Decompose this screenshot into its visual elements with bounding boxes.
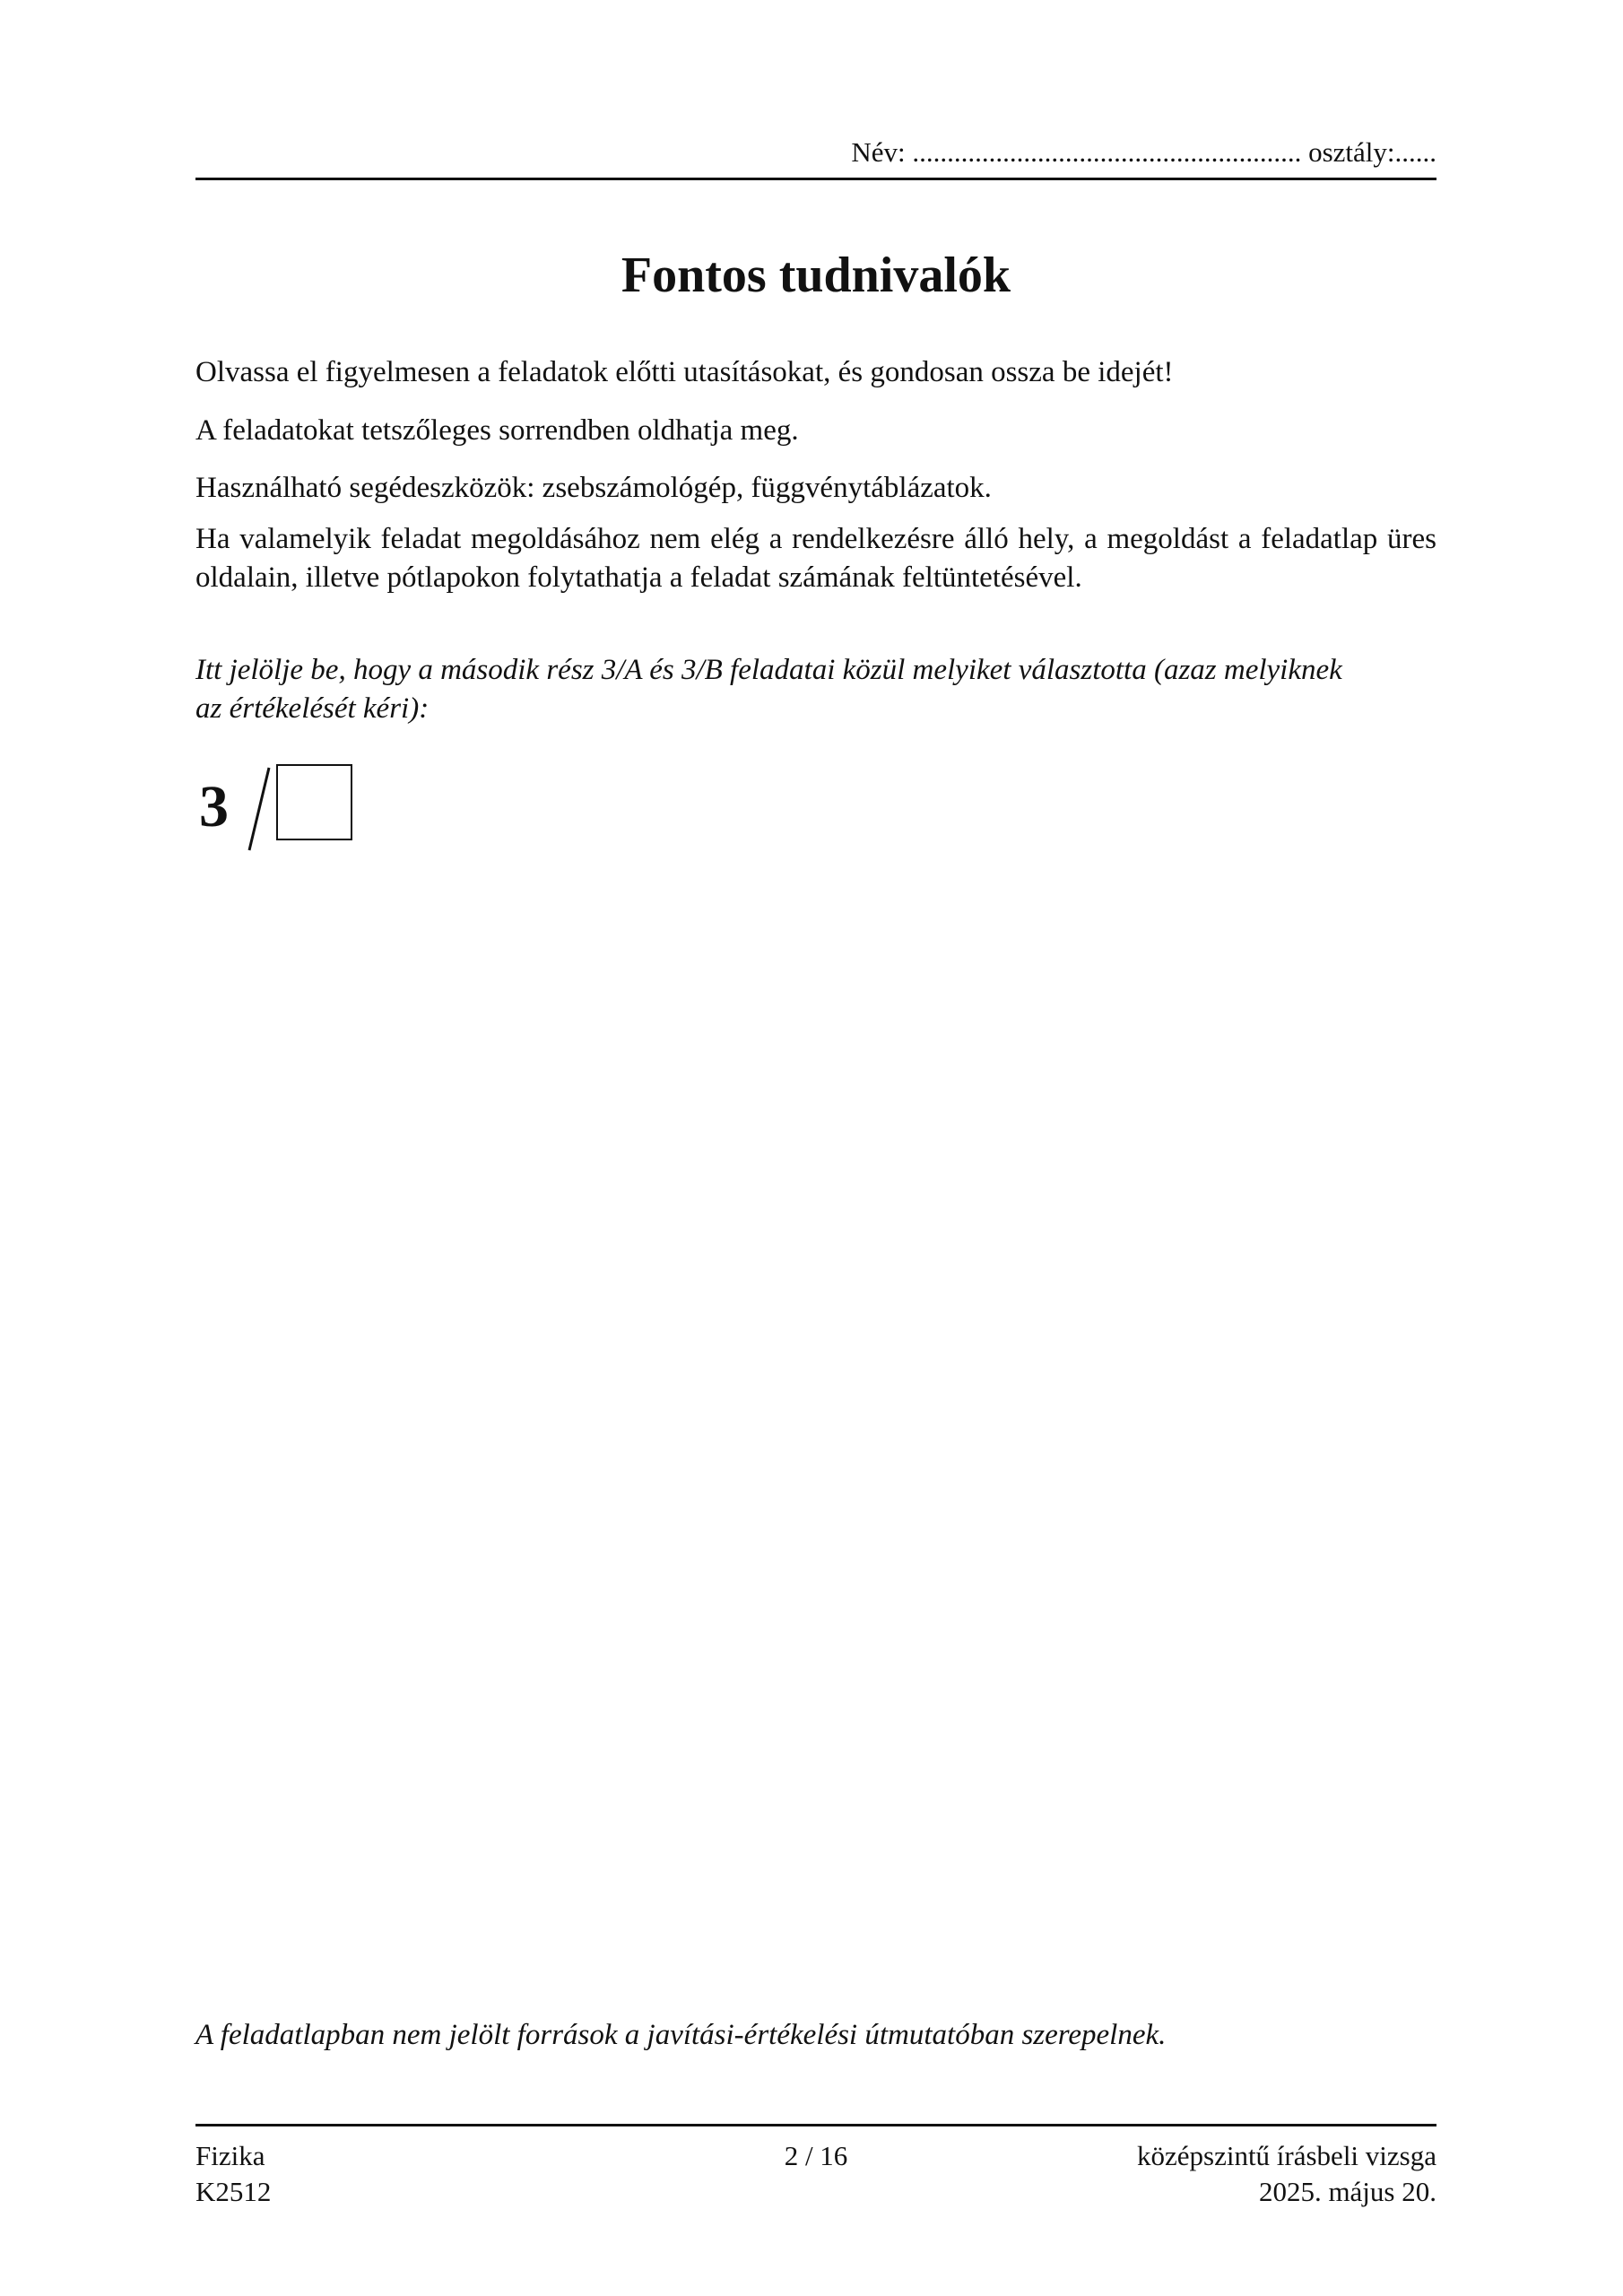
instruction-3: Használható segédeszközök: zsebszámológép, függvénytáblázatok. (195, 472, 992, 504)
footer-date: 2025. május 20. (1258, 2176, 1436, 2207)
page-title: Fontos tudnivalók (621, 248, 1011, 303)
instruction-1: Olvassa el figyelmesen a feladatok előtti utasításokat, és gondosan ossza be idejét! (195, 356, 1174, 388)
choice-checkbox[interactable] (276, 764, 352, 840)
instruction-4: Ha valamelyik feladat megoldásához nem elég a rendelkezésre álló hely, a megoldást a feladatlap üres oldalain, illetve pótlapokon folytathatja a feladat számának feltüntetésével. (195, 523, 1436, 594)
footer-level: középszintű írásbeli vizsga (1136, 2140, 1436, 2171)
sources-footnote: A feladatlapban nem jelölt források a javítási-értékelési útmutatóban szerepelnek. (195, 2019, 1167, 2051)
footer-subject: Fizika (195, 2140, 265, 2171)
page-number: 2 / 16 (784, 2140, 848, 2171)
footer-rule (195, 2124, 1436, 2126)
task-choice-mark (199, 764, 396, 854)
name-class-field: Név: ........................................................ osztály:...... (851, 136, 1436, 168)
header-rule (195, 178, 1436, 180)
choice-number: 3 (199, 774, 229, 839)
footer-right (1137, 2138, 1436, 2210)
choice-prompt: Itt jelölje be, hogy a második rész 3/A és 3/B feladatai közül melyiket választotta (azaz melyiknek az értékelését kéri): (195, 654, 1342, 725)
page-footer (195, 2138, 1436, 2219)
instruction-2: A feladatokat tetszőleges sorrendben oldhatja meg. (195, 414, 799, 447)
footer-code: K2512 (195, 2176, 272, 2207)
slash-mark (242, 764, 278, 854)
